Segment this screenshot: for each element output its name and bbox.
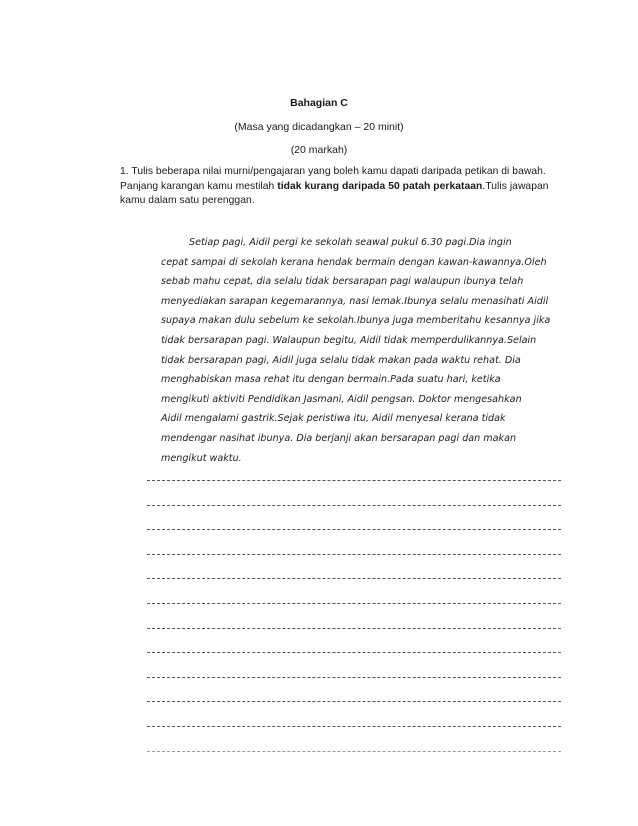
section-title: Bahagian C bbox=[290, 97, 348, 109]
question-instruction bbox=[120, 165, 550, 209]
passage-line: menyediakan sarapan kegemarannya, nasi lemak.Ibunya selalu menasihati Aidil bbox=[161, 295, 549, 307]
answer-line[interactable] bbox=[147, 529, 561, 530]
answer-line[interactable] bbox=[147, 505, 561, 506]
question-emphasis: tidak kurang daripada 50 patah perkataan bbox=[277, 180, 483, 192]
answer-line[interactable] bbox=[147, 603, 561, 604]
answer-line[interactable] bbox=[147, 554, 561, 555]
passage-line: tidak bersarapan pagi. Walaupun begitu, Aidil tidak memperdulikannya.Selain bbox=[161, 334, 537, 346]
answer-line[interactable] bbox=[147, 726, 561, 727]
marks-label: (20 markah) bbox=[290, 144, 348, 156]
answer-line[interactable] bbox=[147, 578, 561, 579]
passage-line: Aidil mengalami gastrik.Sejak peristiwa itu, Aidil menyesal kerana tidak bbox=[161, 413, 506, 425]
passage-line: menghabiskan masa rehat itu dengan bermain.Pada suatu hari, ketika bbox=[161, 374, 501, 386]
passage-line: mengikut waktu. bbox=[161, 452, 242, 464]
reading-passage bbox=[161, 233, 581, 468]
time-allowed: (Masa yang dicadangkan – 20 minit) bbox=[234, 121, 404, 133]
answer-line[interactable] bbox=[147, 701, 561, 702]
answer-line[interactable] bbox=[147, 480, 561, 481]
passage-line: tidak bersarapan pagi, Aidil juga selalu tidak makan pada waktu rehat. Dia bbox=[161, 354, 521, 366]
passage-line: mendengar nasihat ibunya. Dia berjanji akan bersarapan pagi dan makan bbox=[161, 432, 517, 444]
question-outro: .Tulis jawapan kamu dalam satu perenggan. bbox=[120, 180, 549, 207]
passage-line: mengikuti aktiviti Pendidikan Jasmani, Aidil pengsan. Doktor mengesahkan bbox=[161, 393, 522, 405]
answer-line[interactable] bbox=[147, 677, 561, 678]
passage-line: supaya makan dulu sebelum ke sekolah.Ibunya juga memberitahu kesannya jika bbox=[161, 315, 551, 327]
answer-line[interactable] bbox=[147, 751, 561, 752]
passage-line: sebab mahu cepat, dia selalu tidak bersarapan pagi walaupun ibunya telah bbox=[161, 276, 524, 288]
question-intro: 1. Tulis beberapa nilai murni/pengajaran yang boleh kamu dapati daripada petikan di bawah. Panjang karangan kamu mestilah bbox=[120, 166, 546, 192]
passage-line: cepat sampai di sekolah kerana hendak bermain dengan kawan-kawannya.Oleh bbox=[161, 256, 547, 268]
passage-line: Setiap pagi, Aidil pergi ke sekolah seawal pukul 6.30 pagi.Dia ingin bbox=[189, 237, 512, 248]
answer-writing-area[interactable] bbox=[147, 480, 561, 775]
answer-line[interactable] bbox=[147, 652, 561, 653]
answer-line[interactable] bbox=[147, 628, 561, 629]
